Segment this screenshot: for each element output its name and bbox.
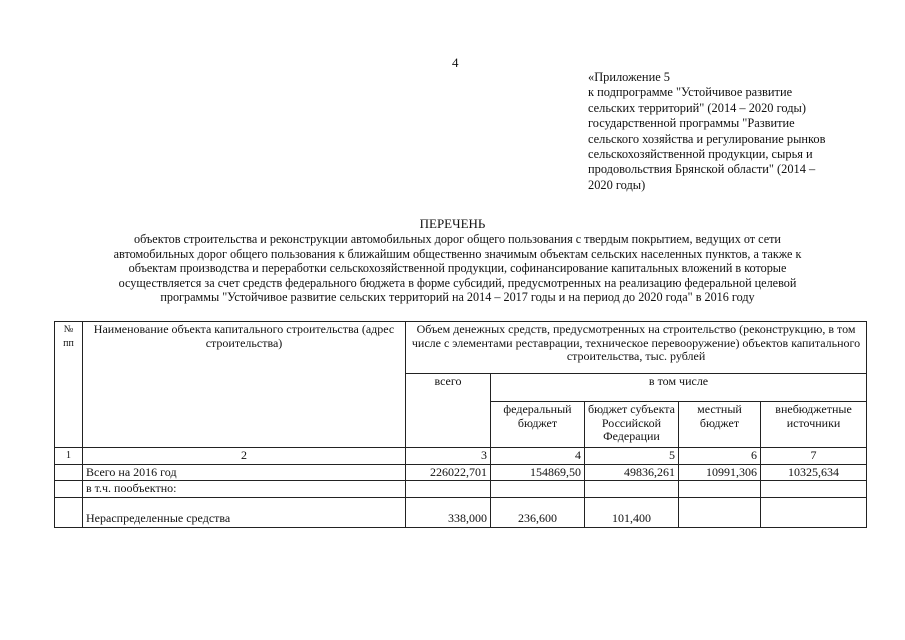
appendix-line: государственной программы "Развитие — [588, 116, 795, 131]
row-offbudget: 10325,634 — [761, 464, 867, 481]
row-federal: 236,600 — [491, 497, 585, 527]
row-subject: 49836,261 — [585, 464, 679, 481]
funds-table — [54, 321, 867, 528]
row-local — [679, 497, 761, 527]
column-number: 1 — [55, 448, 83, 465]
appendix-line: сельского хозяйства и регулирование рынков — [588, 131, 826, 146]
subtitle-line: программы "Устойчивое развитие сельских территорий на 2014 – 2017 годы и на период до 2020 года" в 2016 году — [160, 290, 755, 305]
table-row — [55, 481, 867, 498]
column-number: 6 — [679, 448, 761, 465]
subtitle-line: объектов строительства и реконструкции автомобильных дорог общего пользования с твердым покрытием, ведущих от сети — [134, 232, 781, 246]
row-total: 338,000 — [406, 497, 491, 527]
row-offbudget — [761, 497, 867, 527]
row-local — [679, 481, 761, 498]
header-including: в том числе — [491, 374, 867, 402]
appendix-line: продовольствия Брянской области" (2014 – — [588, 162, 816, 177]
row-name: Нераспределенные средства — [83, 497, 406, 527]
appendix-line: сельскохозяйственной продукции, сырья и — [588, 147, 813, 162]
header-num: № пп — [55, 322, 83, 448]
row-local: 10991,306 — [679, 464, 761, 481]
header-total: всего — [406, 374, 491, 448]
row-name: в т.ч. пообъектно: — [83, 481, 406, 498]
row-subject — [585, 481, 679, 498]
header-funds: Объем денежных средств, предусмотренных на строительство (реконструкцию, в том числе с элементами реставрации, техническое перевооружение) объектов капитального строительства, тыс. рублей — [406, 322, 867, 374]
appendix-line: к подпрограмме "Устойчивое развитие — [588, 85, 793, 100]
appendix-note — [588, 70, 848, 193]
column-number: 5 — [585, 448, 679, 465]
column-number: 3 — [406, 448, 491, 465]
row-subject: 101,400 — [585, 497, 679, 527]
header-subject: бюджет субъекта Российской Федерации — [585, 402, 679, 448]
document-subtitle — [95, 232, 820, 305]
appendix-line: «Приложение 5 — [588, 70, 670, 84]
row-num — [55, 481, 83, 498]
column-number-row — [55, 448, 867, 465]
column-number: 2 — [83, 448, 406, 465]
table-row — [55, 497, 867, 527]
document-title: ПЕРЕЧЕНЬ — [419, 216, 486, 231]
subtitle-line: осуществляется за счет средств федерального бюджета в форме субсидий, предусмотренных на реализацию федеральной целевой — [118, 275, 797, 290]
header-name: Наименование объекта капитального строительства (адрес строительства) — [83, 322, 406, 448]
subtitle-line: объектам производства и переработки сельскохозяйственной продукции, софинансирование капитальных вложений в которые — [128, 261, 787, 276]
header-offbudget: внебюджетные источники — [761, 402, 867, 448]
row-name: Всего на 2016 год — [83, 464, 406, 481]
page-number: 4 — [452, 55, 459, 70]
row-num — [55, 464, 83, 481]
table-row — [55, 464, 867, 481]
header-federal: федеральный бюджет — [491, 402, 585, 448]
column-number: 7 — [761, 448, 867, 465]
column-number: 4 — [491, 448, 585, 465]
row-total — [406, 481, 491, 498]
header-local: местный бюджет — [679, 402, 761, 448]
row-total: 226022,701 — [406, 464, 491, 481]
row-federal — [491, 481, 585, 498]
row-offbudget — [761, 481, 867, 498]
row-federal: 154869,50 — [491, 464, 585, 481]
subtitle-line: автомобильных дорог общего пользования к ближайшим общественно значимым объектам сельских населенных пунктов, а также к — [113, 246, 802, 261]
appendix-line: сельских территорий" (2014 – 2020 годы) — [588, 100, 806, 115]
appendix-line: 2020 годы) — [588, 177, 646, 192]
header-row — [55, 322, 867, 374]
row-num — [55, 497, 83, 527]
